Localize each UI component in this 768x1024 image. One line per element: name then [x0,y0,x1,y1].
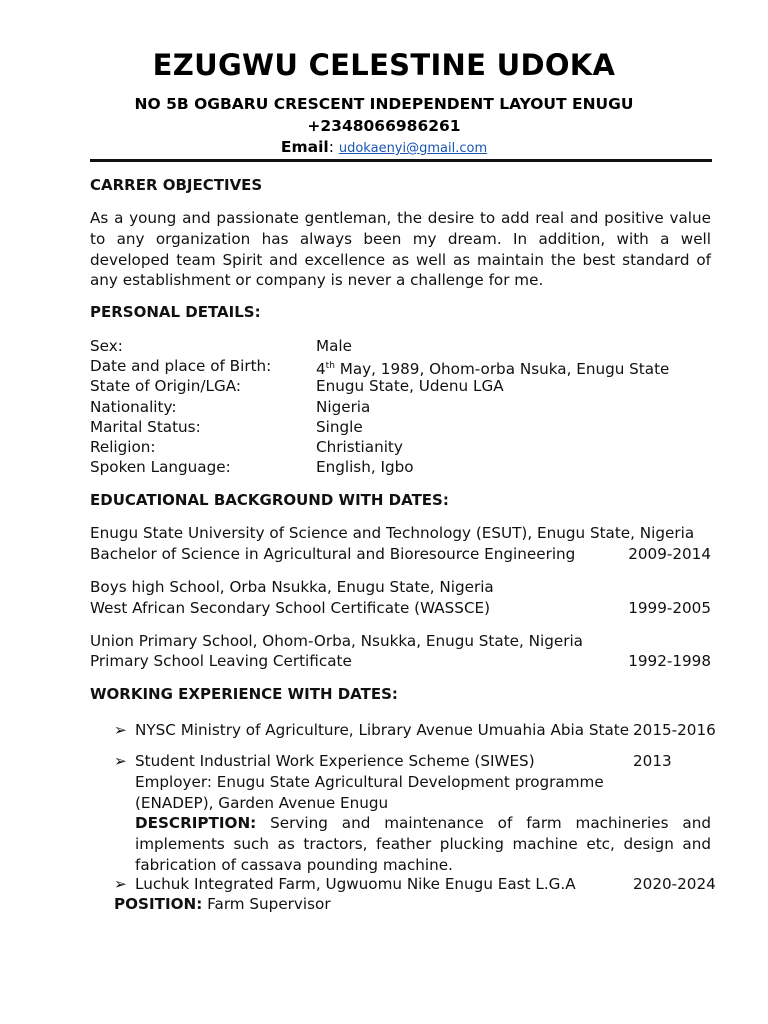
arrow-bullet-icon: ➢ [114,721,127,739]
education-heading: EDUCATIONAL BACKGROUND WITH DATES: [90,491,449,509]
address: NO 5B OGBARU CRESCENT INDEPENDENT LAYOUT ENUGU [134,95,634,113]
objectives-heading: CARRER OBJECTIVES [90,176,263,194]
education-years: 1999-2005 [628,599,711,617]
detail-label: Date and place of Birth: [90,357,272,376]
job-title: NYSC Ministry of Agriculture, Library Avenue Umuahia Abia State [135,721,630,739]
job-years: 2013 [633,752,672,770]
personal-heading: PERSONAL DETAILS: [90,303,261,321]
detail-label: Religion: [90,437,156,456]
detail-row [90,457,669,477]
education-qualification: West African Secondary School Certificate (WASSCE) [90,599,491,617]
job-years: 2020-2024 [633,875,716,893]
position-line [114,895,711,913]
education-school: Enugu State University of Science and Technology (ESUT), Enugu State, Nigeria [90,524,695,542]
detail-row [90,397,669,417]
applicant-name: EZUGWU CELESTINE UDOKA [152,48,616,82]
detail-row [90,376,669,396]
email-line [0,138,768,156]
birth-day-suffix: th [325,361,335,372]
detail-value: Single [316,417,363,436]
header-divider [90,159,712,162]
detail-value: Enugu State, Udenu LGA [316,377,504,396]
detail-value: Male [316,337,352,355]
detail-row [90,417,669,437]
experience-heading: WORKING EXPERIENCE WITH DATES: [90,685,398,703]
education-entry [90,599,711,617]
email-link[interactable]: udokaenyi@gmail.com [338,141,488,156]
detail-value: Christianity [316,437,403,456]
detail-row [90,356,670,379]
employer-line: (ENADEP), Garden Avenue Enugu [135,794,389,812]
education-years: 1992-1998 [628,652,711,670]
education-qualification: Primary School Leaving Certificate [90,652,352,670]
education-entry [90,545,711,563]
detail-label: Spoken Language: [90,458,231,477]
email-label: Email [280,138,329,156]
arrow-bullet-icon: ➢ [114,752,127,770]
education-school: Union Primary School, Ohom-Orba, Nsukka, Enugu State, Nigeria [90,632,583,650]
job-years: 2015-2016 [633,721,716,739]
personal-details-table [90,336,669,477]
detail-row [90,437,669,457]
detail-label: Sex: [90,337,123,355]
email-colon: : [328,138,339,156]
birth-rest: May, 1989, Ohom-orba Nsuka, Enugu State [334,360,670,379]
detail-value: English, Igbo [316,458,414,477]
detail-value: Nigeria [316,397,371,416]
education-school: Boys high School, Orba Nsukka, Enugu State, Nigeria [90,578,494,596]
job-description [135,813,716,875]
detail-label: Nationality: [90,397,177,416]
education-qualification: Bachelor of Science in Agricultural and Bioresource Engineering [90,545,576,563]
objectives-text: As a young and passionate gentleman, the desire to add real and positive value to any organization has always been my dream. In addition, with a well developed team Spirit and excellence as well as maintain the best standard of any establishment or company is never a challenge for me. [90,209,711,290]
education-years: 2009-2014 [628,545,711,563]
arrow-bullet-icon: ➢ [114,875,127,893]
phone-number: +2348066986261 [307,117,461,135]
detail-value [316,356,670,379]
detail-label: Marital Status: [90,417,201,436]
job-title: Luchuk Integrated Farm, Ugwuomu Nike Enugu East L.G.A [135,875,576,893]
position-value: Farm Supervisor [202,895,331,913]
employer-line: Employer: Enugu State Agricultural Development programme [135,773,604,791]
education-entry [90,652,711,670]
description-text: Serving and maintenance of farm machineries and implements such as tractors, feather plucking machine etc, design and fabrication of cassava pounding machine. [135,814,716,874]
detail-row [90,336,669,356]
job-title: Student Industrial Work Experience Scheme (SIWES) [135,752,535,770]
birth-day: 4 [316,360,326,379]
detail-label: State of Origin/LGA: [90,377,241,396]
position-label: POSITION: [114,895,203,913]
description-label: DESCRIPTION: [135,814,257,832]
